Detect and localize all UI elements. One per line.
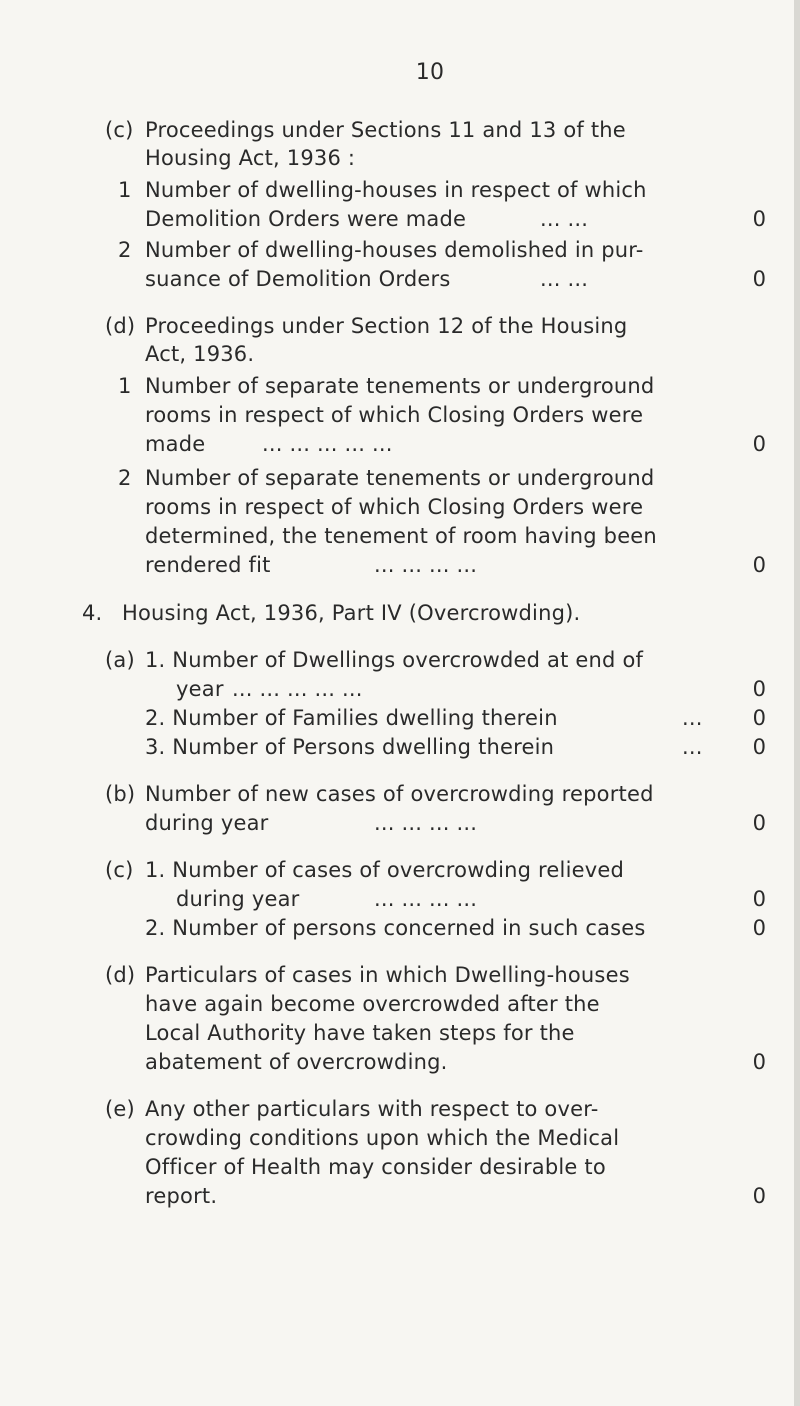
- c-label: (c): [105, 118, 134, 142]
- section4-title: Housing Act, 1936, Part IV (Overcrowding).: [122, 601, 581, 625]
- s4b-value: 0: [752, 811, 766, 835]
- s4d-line3: Local Authority have taken steps for the: [145, 1021, 575, 1045]
- s4a-item3-leader: ...: [682, 735, 703, 759]
- d-item1-line3: made: [145, 432, 206, 456]
- s4a-item2-leader: ...: [682, 706, 703, 730]
- page-number: 10: [415, 60, 445, 85]
- c-item1-line2: Demolition Orders were made: [145, 207, 467, 231]
- d-item2-value: 0: [752, 553, 766, 577]
- s4a-item1-line2: year: [176, 677, 224, 701]
- s4e-line3: Officer of Health may consider desirable to: [145, 1155, 606, 1179]
- s4d-line2: have again become overcrowded after the: [145, 992, 600, 1016]
- s4b-label: (b): [105, 782, 136, 806]
- s4b-line2: during year: [145, 811, 269, 835]
- s4a-item2: 2. Number of Families dwelling therein: [145, 706, 558, 730]
- c-heading-line1: Proceedings under Sections 11 and 13 of the: [145, 118, 626, 142]
- s4a-item1-value: 0: [752, 677, 766, 701]
- s4a-item1-leader: ... ... ... ... ...: [232, 677, 363, 701]
- d-item1-line2: rooms in respect of which Closing Orders were: [145, 403, 644, 427]
- s4d-label: (d): [105, 963, 136, 987]
- d-label: (d): [105, 314, 136, 338]
- d-item1-line1: Number of separate tenements or underground: [145, 374, 655, 398]
- s4c-item1-value: 0: [752, 887, 766, 911]
- s4c-item2-value: 0: [752, 916, 766, 940]
- d-item1-value: 0: [752, 432, 766, 456]
- s4c-label: (c): [105, 858, 134, 882]
- c-item2-value: 0: [752, 267, 766, 291]
- d-item2-line1: Number of separate tenements or underground: [145, 466, 655, 490]
- s4a-item1-line1: 1. Number of Dwellings overcrowded at end of: [145, 648, 644, 672]
- d-item2-line4: rendered fit: [145, 553, 271, 577]
- c-item1-line1: Number of dwelling-houses in respect of which: [145, 178, 647, 202]
- c-item1-leader: ... ...: [540, 207, 589, 231]
- s4b-line1: Number of new cases of overcrowding reported: [145, 782, 654, 806]
- s4e-line2: crowding conditions upon which the Medical: [145, 1126, 620, 1150]
- s4e-line1: Any other particulars with respect to over-: [145, 1097, 599, 1121]
- s4b-leader: ... ... ... ...: [374, 811, 478, 835]
- s4c-item2: 2. Number of persons concerned in such cases: [145, 916, 646, 940]
- s4a-item3: 3. Number of Persons dwelling therein: [145, 735, 555, 759]
- s4c-item1-leader: ... ... ... ...: [374, 887, 478, 911]
- c-item2-leader: ... ...: [540, 267, 589, 291]
- section4-number: 4.: [82, 601, 103, 625]
- s4d-line4: abatement of overcrowding.: [145, 1050, 448, 1074]
- d-heading-line2: Act, 1936.: [145, 342, 255, 366]
- d-item2-leader: ... ... ... ...: [374, 553, 478, 577]
- d-item2-number: 2: [118, 466, 132, 490]
- s4d-line1: Particulars of cases in which Dwelling-houses: [145, 963, 630, 987]
- s4a-item2-value: 0: [752, 706, 766, 730]
- c-heading-line2: Housing Act, 1936 :: [145, 146, 356, 170]
- c-item2-line2: suance of Demolition Orders: [145, 267, 451, 291]
- s4e-label: (e): [105, 1097, 135, 1121]
- c-item1-value: 0: [752, 207, 766, 231]
- c-item2-line1: Number of dwelling-houses demolished in pur-: [145, 238, 644, 262]
- s4c-item1-line1: 1. Number of cases of overcrowding relieved: [145, 858, 625, 882]
- page-edge: [794, 0, 800, 1406]
- d-item2-line3: determined, the tenement of room having been: [145, 524, 657, 548]
- c-item2-number: 2: [118, 238, 132, 262]
- d-item1-leader: ... ... ... ... ...: [262, 432, 393, 456]
- c-item1-number: 1: [118, 178, 132, 202]
- s4e-line4: report.: [145, 1184, 218, 1208]
- s4a-item3-value: 0: [752, 735, 766, 759]
- s4e-value: 0: [752, 1184, 766, 1208]
- s4a-label: (a): [105, 648, 135, 672]
- s4d-value: 0: [752, 1050, 766, 1074]
- s4c-item1-line2: during year: [176, 887, 300, 911]
- d-item2-line2: rooms in respect of which Closing Orders were: [145, 495, 644, 519]
- d-item1-number: 1: [118, 374, 132, 398]
- d-heading-line1: Proceedings under Section 12 of the Housing: [145, 314, 628, 338]
